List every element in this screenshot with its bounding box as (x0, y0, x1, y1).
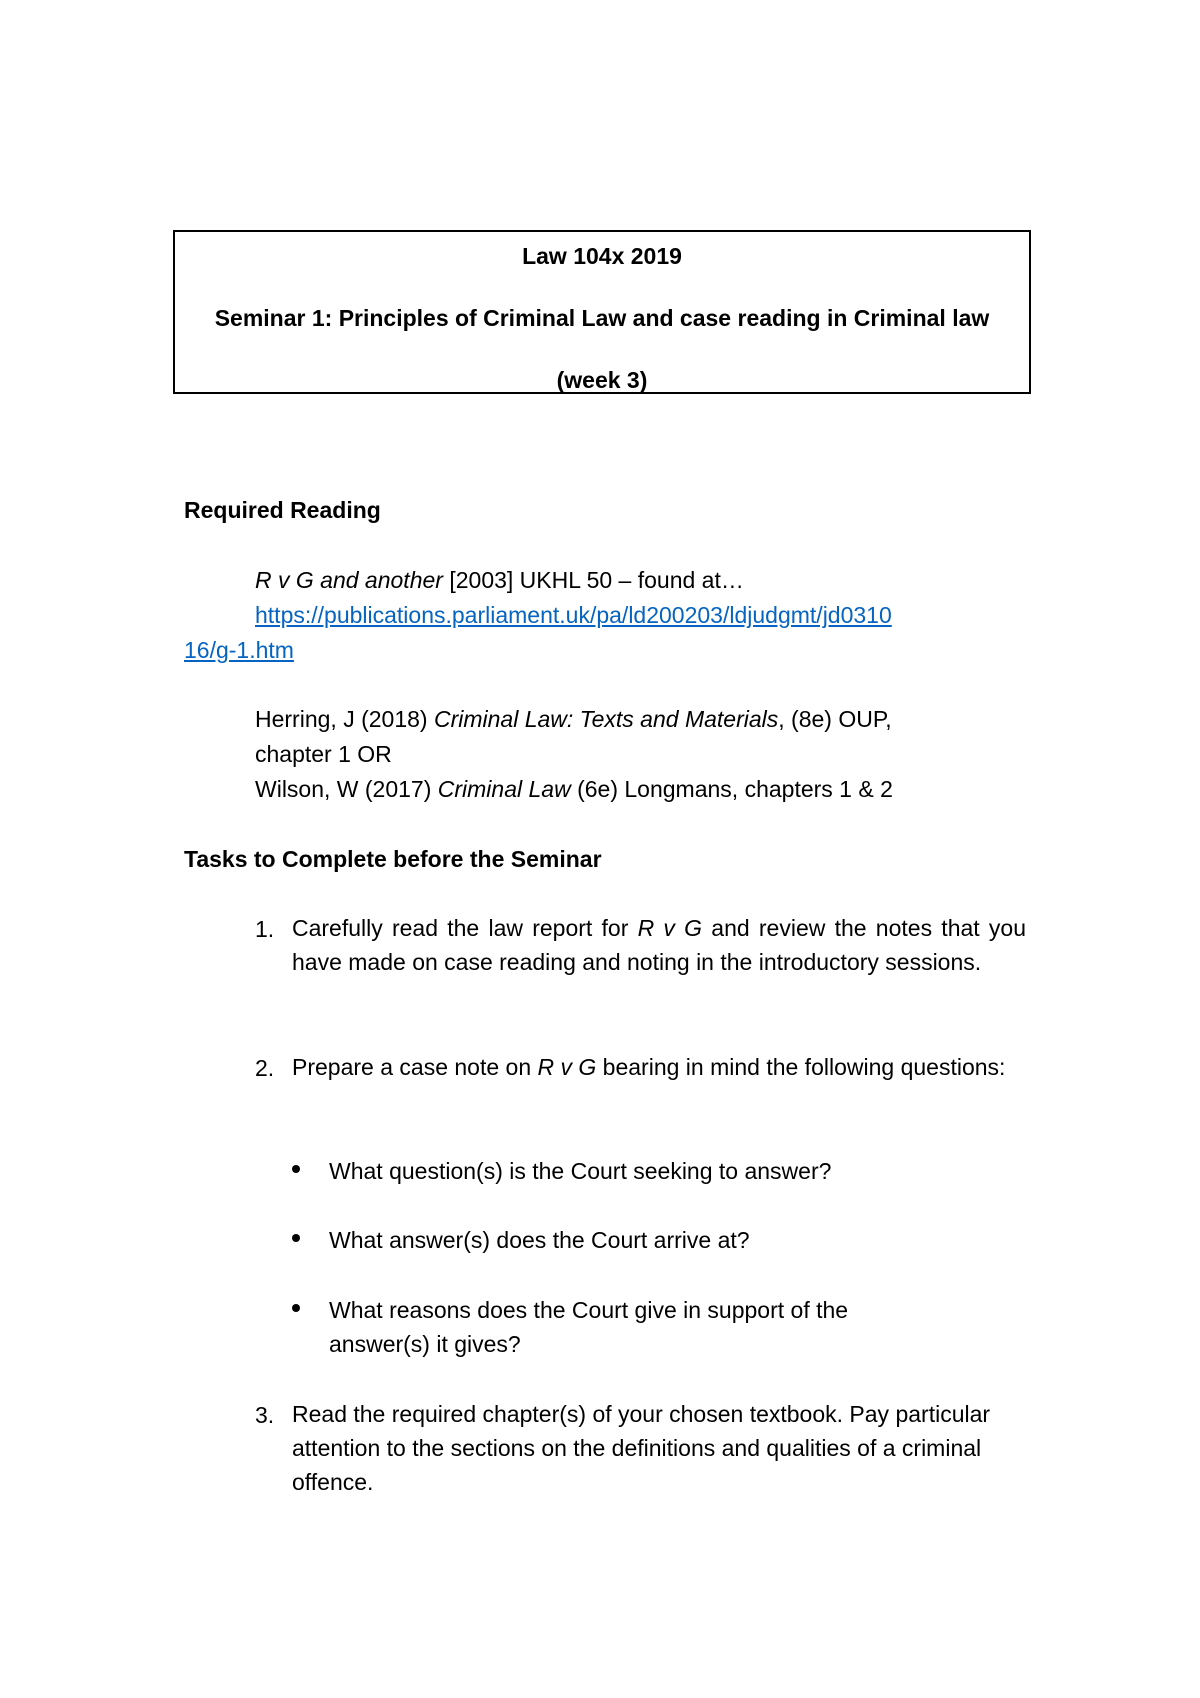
task-3-text: Read the required chapter(s) of your chosen textbook. Pay particular attention to the sections on the definitions and qualities of a criminal offence. (292, 1401, 991, 1495)
case-citation: [2003] UKHL 50 – found at… (442, 567, 744, 593)
wilson-author: Wilson, W (2017) (255, 776, 438, 802)
task-2-text-start: Prepare a case note on (292, 1054, 538, 1080)
herring-edition: , (8e) OUP, (778, 706, 892, 732)
case-url-line-2[interactable] (184, 636, 294, 664)
bullet-2-dot (292, 1234, 300, 1242)
bullet-1-dot (292, 1165, 300, 1173)
case-name: R v G and another (255, 567, 443, 593)
herring-chapter: chapter 1 OR (255, 741, 392, 767)
task-2-text-end: bearing in mind the following questions: (596, 1054, 1006, 1080)
bullet-3-text: What reasons does the Court give in support of the answer(s) it gives? (329, 1297, 849, 1357)
bullet-1-text: What question(s) is the Court seeking to answer? (329, 1158, 832, 1184)
wilson-title: Criminal Law (437, 776, 571, 802)
week-label: (week 3) (556, 367, 648, 393)
task-1-number: 1. (255, 916, 275, 942)
task-3-number: 3. (255, 1402, 275, 1428)
case-reference (255, 566, 744, 594)
wilson-reference (255, 775, 893, 803)
required-reading-heading: Required Reading (184, 497, 381, 523)
task-1-text-start: Carefully read the law report for (292, 915, 638, 941)
task-1-text (292, 911, 1026, 979)
task-2-number: 2. (255, 1055, 275, 1081)
seminar-title: Seminar 1: Principles of Criminal Law and case reading in Criminal law (214, 305, 990, 331)
bullet-3-dot (292, 1304, 300, 1312)
task-2-case: R v G (537, 1054, 597, 1080)
tasks-heading: Tasks to Complete before the Seminar (184, 846, 602, 872)
task-2-text (292, 1050, 1012, 1084)
bullet-2-text: What answer(s) does the Court arrive at? (329, 1227, 750, 1253)
case-url-link[interactable]: https://publications.parliament.uk/pa/ld200203/ldjudgmt/jd0310 (255, 602, 892, 628)
case-url-link-continued[interactable]: 16/g-1.htm (184, 637, 294, 663)
course-title: Law 104x 2019 (522, 243, 682, 269)
herring-author: Herring, J (2018) (255, 706, 434, 732)
task-1-case: R v G (637, 915, 703, 941)
task-1-text-end: and review the notes that you have made on case reading and noting in the introductory sessions. (292, 915, 1026, 975)
wilson-edition: (6e) Longmans, chapters 1 & 2 (570, 776, 893, 802)
title-box (173, 230, 1031, 394)
case-url-line-1[interactable] (255, 601, 892, 629)
herring-reference (255, 705, 892, 733)
herring-title: Criminal Law: Texts and Materials (433, 706, 779, 732)
